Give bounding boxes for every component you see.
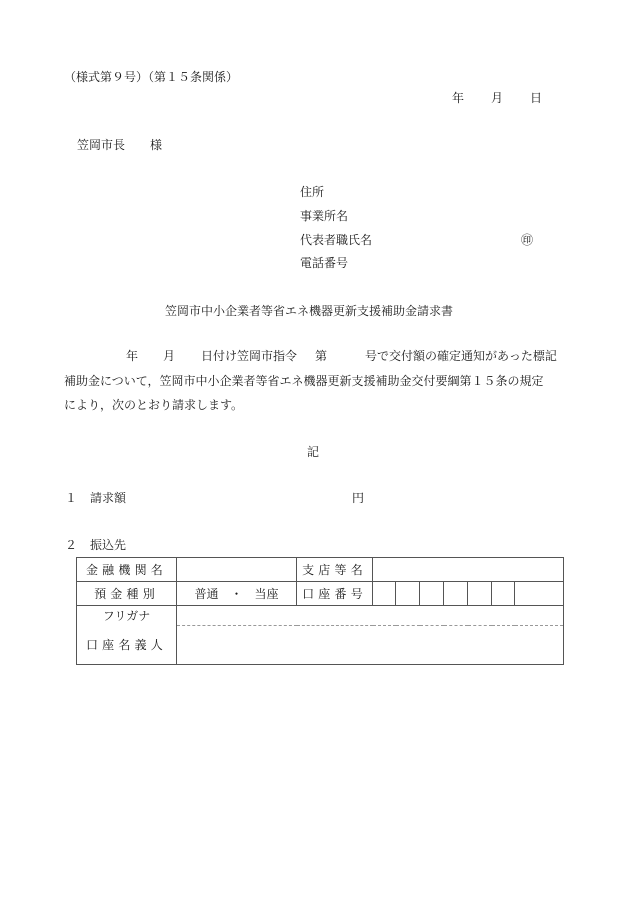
- account-type-options[interactable]: 普通 ・ 当座: [177, 582, 297, 606]
- account-digit-cell[interactable]: [444, 582, 468, 606]
- account-digit-cell[interactable]: [468, 582, 492, 606]
- item1-unit: 円: [352, 491, 365, 505]
- account-number-label: 口座番号: [297, 582, 373, 606]
- document-title: 笠岡市中小企業者等省エネ機器更新支援補助金請求書: [165, 304, 454, 318]
- item2-number: ２: [65, 538, 78, 552]
- form-number: （様式第９号）（第１５条関係）: [64, 70, 239, 84]
- body-no-prefix: 第: [315, 349, 328, 363]
- body-line3: により，次のとおり請求します。: [64, 398, 244, 412]
- furigana-label: フリガナ: [77, 606, 177, 626]
- body-year-label: 年: [126, 349, 139, 363]
- account-digit-cell[interactable]: [396, 582, 420, 606]
- addressee-honorific: 様: [150, 138, 163, 152]
- account-digit-cell[interactable]: [515, 582, 564, 606]
- account-type-label: 預金種別: [77, 582, 177, 606]
- bank-name-label: 金融機関名: [77, 558, 177, 582]
- address-label: 住所: [300, 185, 325, 199]
- body-dated-text: 日付け笠岡市指令: [201, 349, 298, 363]
- date-day-label: 日: [530, 91, 543, 105]
- account-digit-cell[interactable]: [492, 582, 515, 606]
- date-year-label: 年: [452, 91, 465, 105]
- item2-label: 振込先: [90, 538, 127, 552]
- body-line1-rest: 号で交付額の確定通知があった標記: [365, 349, 557, 363]
- addressee-name: 笠岡市長: [77, 138, 126, 152]
- ki-heading: 記: [307, 445, 320, 459]
- item1-number: １: [65, 491, 78, 505]
- phone-label: 電話番号: [300, 256, 349, 270]
- business-name-label: 事業所名: [300, 209, 349, 223]
- account-digit-cell[interactable]: [373, 582, 396, 606]
- body-line2: 補助金について，笠岡市中小企業者等省エネ機器更新支援補助金交付要綱第１５条の規定: [64, 374, 544, 388]
- account-holder-field[interactable]: [177, 626, 564, 665]
- bank-transfer-table: [76, 557, 564, 665]
- representative-label: 代表者職氏名: [300, 233, 373, 247]
- body-month-label: 月: [163, 349, 176, 363]
- seal-mark: ㊞: [521, 233, 534, 247]
- item1-label: 請求額: [90, 491, 127, 505]
- account-holder-label: 口座名義人: [77, 626, 177, 665]
- branch-field[interactable]: [373, 558, 564, 582]
- date-month-label: 月: [491, 91, 504, 105]
- bank-name-field[interactable]: [177, 558, 297, 582]
- account-digit-cell[interactable]: [420, 582, 444, 606]
- furigana-field[interactable]: [177, 606, 564, 626]
- branch-label: 支店等名: [297, 558, 373, 582]
